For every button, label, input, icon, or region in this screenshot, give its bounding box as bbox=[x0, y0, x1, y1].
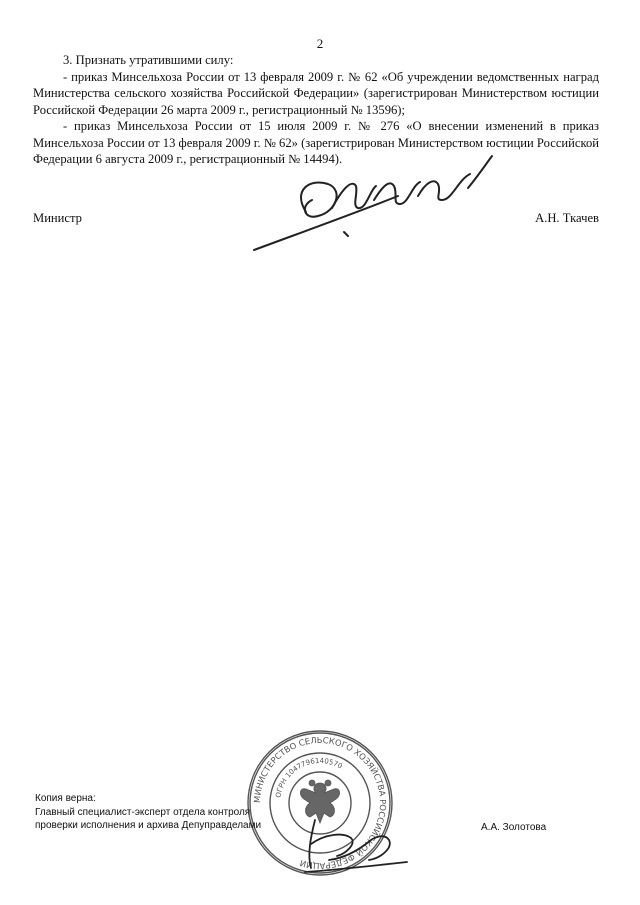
repealed-order-1: - приказ Минсельхоза России от 13 февраля 2009 г. № 62 «Об учреждении ведомственных наград Министерства сельского хозяйства Российской Федерации» (зарегистрирован Министерством юстиции Российской Федерации 26 марта 2009 г., регистрационный № 13596); bbox=[33, 69, 599, 117]
item-3-heading: 3. Признать утратившими силу: bbox=[63, 53, 234, 67]
certifier-position-line-2: проверки исполнения и архива Депуправделами bbox=[35, 820, 262, 831]
signatory-position: Министр bbox=[33, 211, 82, 225]
certifier-position-line-1: Главный специалист-эксперт отдела контроля bbox=[35, 806, 251, 818]
minister-signature bbox=[248, 150, 508, 260]
page-number: 2 bbox=[316, 36, 324, 51]
certifier-name: А.А. Золотова bbox=[481, 822, 547, 833]
certifier-signature bbox=[285, 810, 415, 880]
seal-inner-text: ОГРН 1047796140570 bbox=[274, 756, 344, 799]
copy-certification bbox=[35, 792, 305, 833]
copy-certified-label: Копия верна: bbox=[35, 793, 96, 804]
signatory-name: А.Н. Ткачев bbox=[535, 211, 599, 225]
seal-outer-text: МИНИСТЕРСТВО СЕЛЬСКОГО ХОЗЯЙСТВА РОССИЙСКОЙ ФЕДЕРАЦИИ bbox=[251, 734, 389, 872]
repealed-order-2: - приказ Минсельхоза России от 15 июля 2009 г. № 276 «О внесении изменений в приказ Минсельхоза России от 13 февраля 2009 г. № 62» (зарегистрирован Министерством юстиции Российской Федерации 6 августа 2009 г., регистрационный № 14494). bbox=[33, 119, 599, 166]
